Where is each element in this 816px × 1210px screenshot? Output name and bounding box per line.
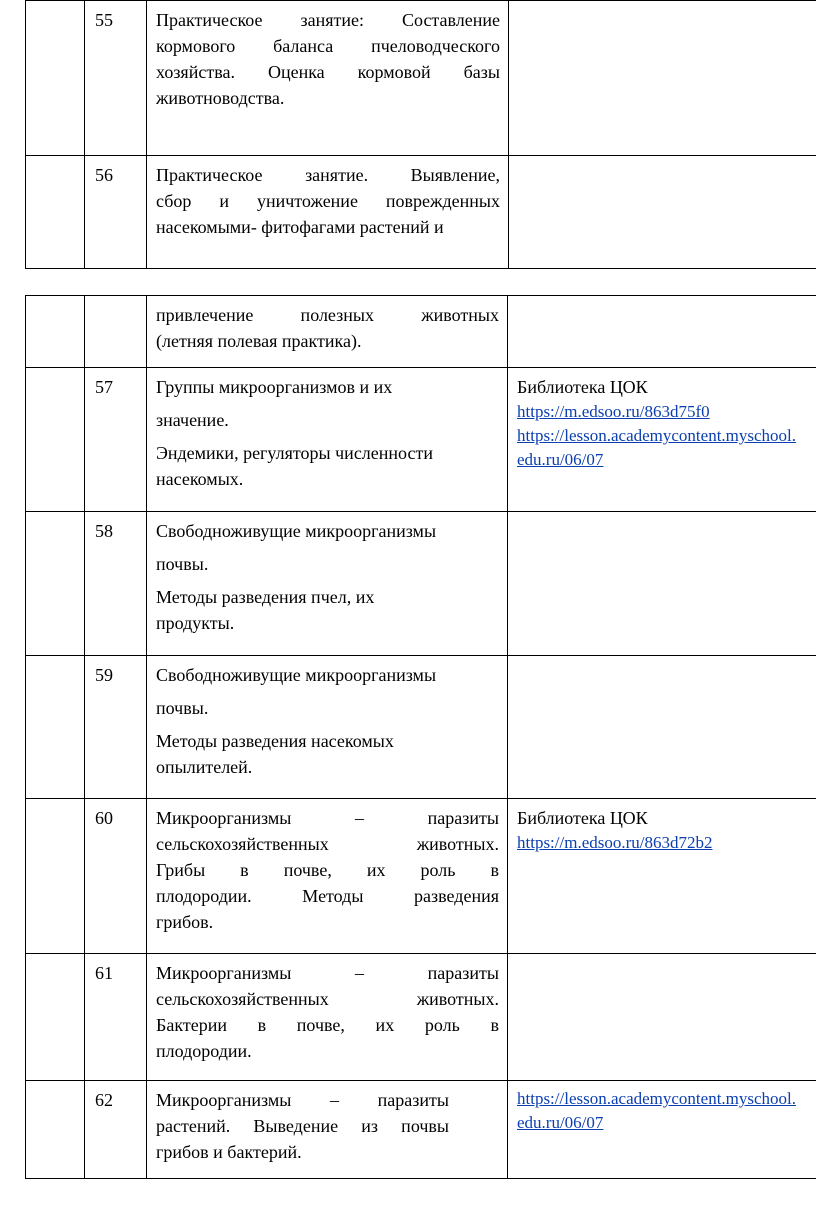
resources-cell <box>508 799 816 954</box>
row-number: 61 <box>85 954 147 1081</box>
lesson-topic <box>147 296 508 368</box>
resource-link[interactable]: https://lesson.academycontent.myschool. <box>517 1089 797 1108</box>
topic-line: почвы. <box>156 554 209 574</box>
resource-link[interactable]: https://m.edsoo.ru/863d75f0 <box>517 402 710 421</box>
resources-cell <box>508 296 816 368</box>
empty-cell <box>26 512 85 656</box>
row-number <box>85 296 147 368</box>
topic-line: растений. Выведение из почвы <box>156 1116 449 1136</box>
topic-line: (летняя полевая практика). <box>156 331 362 351</box>
table-row <box>26 296 816 368</box>
topic-line: Методы разведения пчел, их <box>156 587 375 607</box>
resources-cell <box>508 368 816 512</box>
resources-cell <box>509 1 816 156</box>
lesson-topic <box>147 156 509 269</box>
lesson-topic <box>147 512 508 656</box>
library-title: Библиотека ЦОК <box>517 808 648 828</box>
topic-line: Свободноживущие микроорганизмы <box>156 665 437 685</box>
empty-cell <box>26 799 85 954</box>
topic-line: привлечение полезных животных <box>156 305 499 325</box>
resources-cell <box>509 156 816 269</box>
topic-line: насекомых. <box>156 469 244 489</box>
lesson-topic <box>147 1081 508 1179</box>
topic-line: хозяйства. Оценка кормовой базы <box>156 62 500 82</box>
topic-line: Микроорганизмы – паразиты <box>156 808 499 828</box>
topic-line: Практическое занятие: Составление <box>156 10 500 30</box>
resources-cell <box>508 656 816 799</box>
topic-line: Свободноживущие микроорганизмы <box>156 521 437 541</box>
topic-line: грибов. <box>156 912 214 932</box>
topic-line: плодородии. <box>156 1041 252 1061</box>
topic-line: Микроорганизмы – паразиты <box>156 1090 449 1110</box>
topic-line: значение. <box>156 410 229 430</box>
row-number: 58 <box>85 512 147 656</box>
topic-line: кормового баланса пчеловодческого <box>156 36 500 56</box>
topic-line: Методы разведения насекомых <box>156 731 394 751</box>
resource-link[interactable]: https://lesson.academycontent.myschool. <box>517 426 797 445</box>
table-row <box>26 368 816 512</box>
topic-line: животноводства. <box>156 88 285 108</box>
empty-cell <box>26 1 85 156</box>
table-row <box>26 512 816 656</box>
empty-cell <box>26 656 85 799</box>
lesson-topic <box>147 954 508 1081</box>
table-row <box>26 1 816 156</box>
topic-line: Практическое занятие. Выявление, <box>156 165 500 185</box>
topic-line: опылителей. <box>156 757 253 777</box>
library-title: Библиотека ЦОК <box>517 377 648 397</box>
lesson-table-bottom <box>25 295 816 1179</box>
topic-line: сельскохозяйственных животных. <box>156 989 499 1009</box>
lesson-topic <box>147 799 508 954</box>
topic-line: сельскохозяйственных животных. <box>156 834 499 854</box>
resources-cell <box>508 954 816 1081</box>
topic-line: Группы микроорганизмов и их <box>156 377 393 397</box>
resource-link[interactable]: edu.ru/06/07 <box>517 1113 604 1132</box>
topic-line: насекомыми- фитофагами растений и <box>156 217 444 237</box>
row-number: 62 <box>85 1081 147 1179</box>
row-number: 56 <box>85 156 147 269</box>
empty-cell <box>26 156 85 269</box>
topic-line: сбор и уничтожение поврежденных <box>156 191 500 211</box>
row-number: 59 <box>85 656 147 799</box>
lesson-topic <box>147 656 508 799</box>
resources-cell <box>508 1081 816 1179</box>
resource-link[interactable]: edu.ru/06/07 <box>517 450 604 469</box>
empty-cell <box>26 368 85 512</box>
resources-cell <box>508 512 816 656</box>
row-number: 60 <box>85 799 147 954</box>
topic-line: Бактерии в почве, их роль в <box>156 1015 499 1035</box>
topic-line: Грибы в почве, их роль в <box>156 860 499 880</box>
empty-cell <box>26 296 85 368</box>
row-number: 55 <box>85 1 147 156</box>
empty-cell <box>26 1081 85 1179</box>
resource-link[interactable]: https://m.edsoo.ru/863d72b2 <box>517 833 713 852</box>
lesson-table-top <box>25 0 816 269</box>
lesson-topic <box>147 1 509 156</box>
table-row <box>26 656 816 799</box>
topic-line: плодородии. Методы разведения <box>156 886 499 906</box>
topic-line: грибов и бактерий. <box>156 1142 302 1162</box>
topic-line: Микроорганизмы – паразиты <box>156 963 499 983</box>
lesson-topic <box>147 368 508 512</box>
table-row <box>26 156 816 269</box>
table-row <box>26 799 816 954</box>
topic-line: Эндемики, регуляторы численности <box>156 443 433 463</box>
table-row <box>26 954 816 1081</box>
empty-cell <box>26 954 85 1081</box>
table-row <box>26 1081 816 1179</box>
topic-line: продукты. <box>156 613 235 633</box>
topic-line: почвы. <box>156 698 209 718</box>
row-number: 57 <box>85 368 147 512</box>
